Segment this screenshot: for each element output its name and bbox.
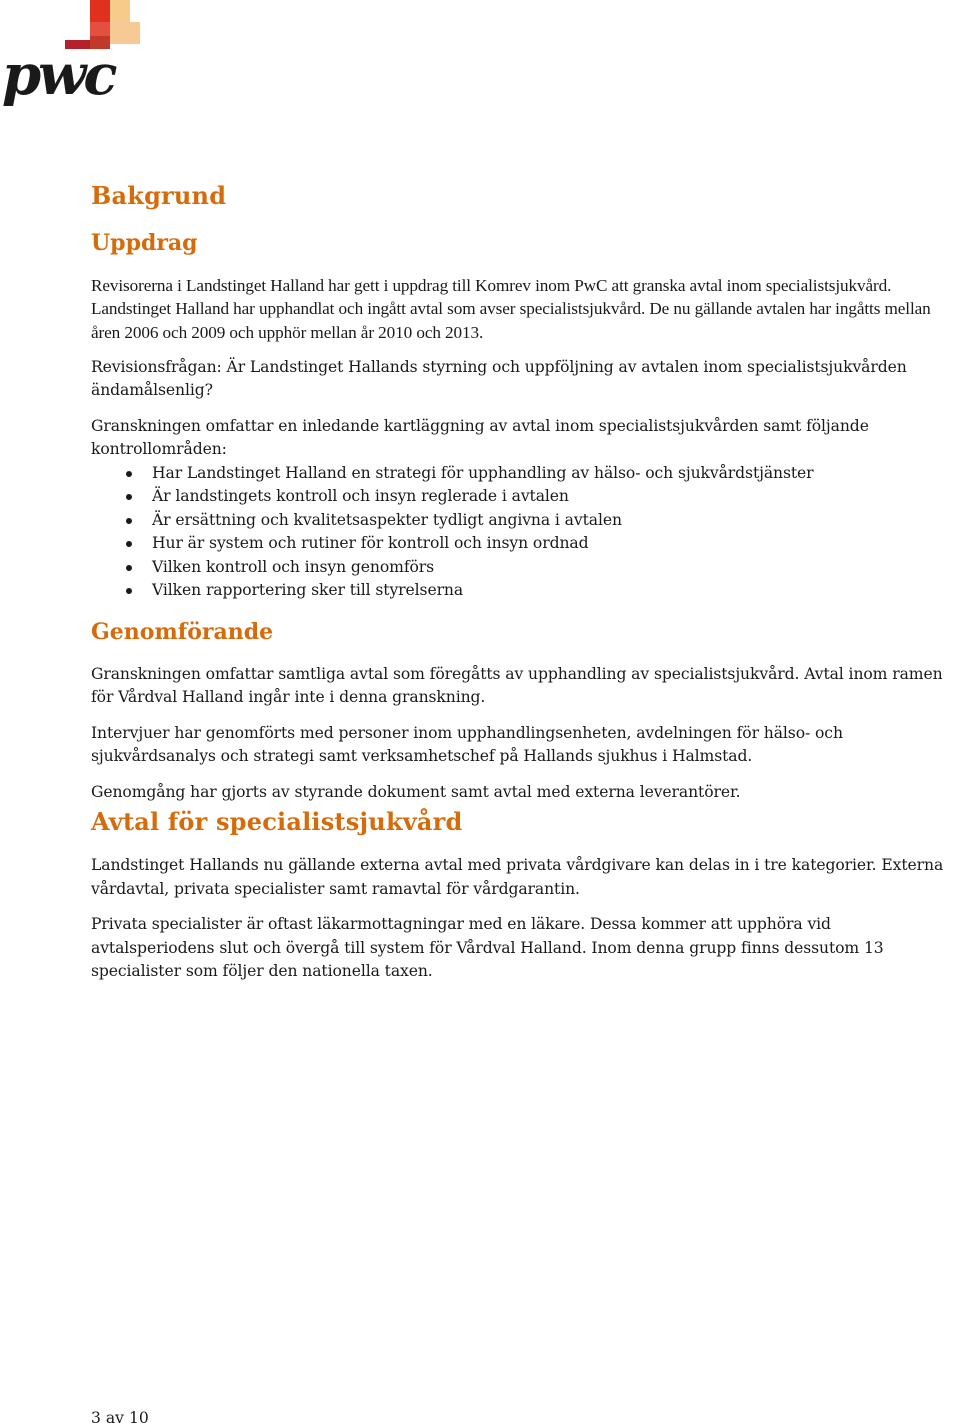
avtal-paragraph-1: Landstinget Hallands nu gällande externa avtal med privata vårdgivare kan delas in i tre kategorier. Externa vårdavtal, privata specialister samt ramavtal för vårdgarantin. bbox=[91, 856, 944, 898]
list-item: Vilken kontroll och insyn genomförs bbox=[91, 556, 953, 580]
bullet-icon bbox=[126, 518, 132, 524]
logo-wordmark: pwc bbox=[2, 42, 115, 108]
uppdrag-paragraph-revisionsfragan: Revisionsfrågan: Är Landstinget Hallands styrning och uppföljning av avtalen inom specialistsjukvården ändamålsenlig? bbox=[91, 357, 907, 400]
bullet-icon bbox=[126, 471, 132, 477]
list-item: Är landstingets kontroll och insyn reglerade i avtalen bbox=[91, 485, 953, 509]
uppdrag-paragraph-granskning: Granskningen omfattar en inledande kartläggning av avtal inom specialistsjukvården samt följande kontrollområden: bbox=[91, 416, 869, 459]
genomforande-paragraph-2: Intervjuer har genomförts med personer inom upphandlingsenheten, avdelningen för hälso- och sjukvårdsanalys och strategi samt verksamhetschef på Hallands sjukhus i Halmstad. bbox=[91, 723, 843, 766]
heading-bakgrund: Bakgrund bbox=[91, 181, 227, 210]
avtal-paragraph-2: Privata specialister är oftast läkarmottagningar med en läkare. Dessa kommer att upphöra vid avtalsperiodens slut och övergå till system för Vårdval Halland. Inom denna grupp finns dessutom 13 specialister som följer den nationella taxen. bbox=[91, 915, 884, 981]
genomforande-paragraph-1: Granskningen omfattar samtliga avtal som föregåtts av upphandling av specialistsjukvård. Avtal inom ramen för Vårdval Halland ingår inte i denna granskning. bbox=[91, 664, 943, 707]
heading-genomforande: Genomförande bbox=[91, 618, 274, 645]
bullet-icon bbox=[126, 494, 132, 500]
heading-avtal: Avtal för specialistsjukvård bbox=[91, 807, 463, 837]
page-number: 3 av 10 bbox=[91, 1409, 149, 1427]
bullet-icon bbox=[126, 588, 132, 594]
genomforande-paragraph-3: Genomgång har gjorts av styrande dokument samt avtal med externa leverantörer. bbox=[91, 782, 741, 801]
document-body bbox=[91, 178, 953, 984]
pwc-logo bbox=[0, 0, 150, 110]
heading-uppdrag: Uppdrag bbox=[91, 230, 198, 256]
list-item: Är ersättning och kvalitetsaspekter tydligt angivna i avtalen bbox=[91, 509, 953, 533]
bullet-icon bbox=[126, 565, 132, 571]
list-item: Har Landstinget Halland en strategi för upphandling av hälso- och sjukvårdstjänster bbox=[91, 462, 953, 486]
list-item: Hur är system och rutiner för kontroll och insyn ordnad bbox=[91, 532, 953, 556]
bullet-icon bbox=[126, 541, 132, 547]
kontrollomraden-list bbox=[91, 462, 953, 603]
list-item: Vilken rapportering sker till styrelserna bbox=[91, 579, 953, 603]
uppdrag-paragraph-1: Revisorerna i Landstinget Halland har gett i uppdrag till Komrev inom PwC att granska avtal inom specialistsjukvård. Landstinget Halland har upphandlat och ingått avtal som avser specialistsjukvård. De nu gällande avtalen har ingåtts mellan åren 2006 och 2009 och upphör mellan år 2010 och 2013. bbox=[91, 276, 931, 342]
